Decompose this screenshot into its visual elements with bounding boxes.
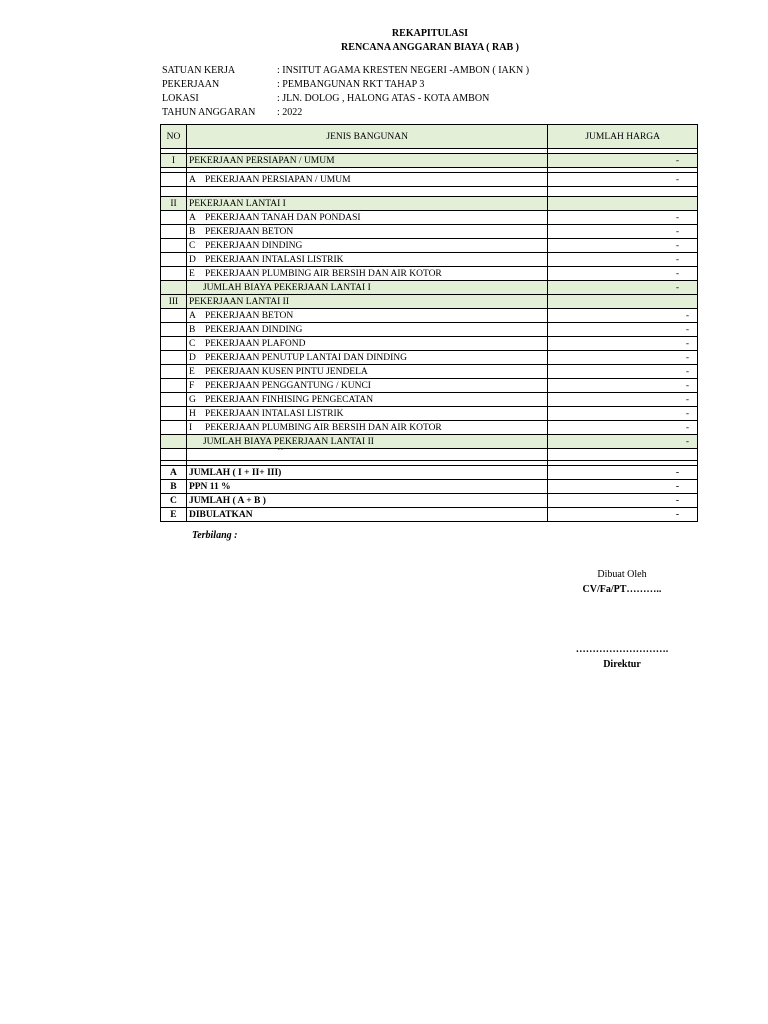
table-row: I PEKERJAAN PLUMBING AIR BERSIH DAN AIR KOTOR -	[161, 421, 698, 435]
meta-pekerjaan: PEKERJAAN : PEMBANGUNAN RKT TAHAP 3	[162, 79, 425, 90]
doc-subtitle: RENCANA ANGGARAN BIAYA ( RAB )	[341, 42, 519, 53]
doc-title: REKAPITULASI	[391, 28, 469, 39]
header-jenis-bangunan: JENIS BANGUNAN	[186, 125, 547, 149]
rab-table-wrapper	[160, 124, 698, 522]
table-row: C PEKERJAAN DINDING -	[161, 239, 698, 253]
header-jumlah-harga: JUMLAH HARGA	[548, 125, 698, 149]
table-row: A PEKERJAAN BETON -	[161, 309, 698, 323]
table-row: A PEKERJAAN TANAH DAN PONDASI -	[161, 211, 698, 225]
meta-block	[162, 64, 529, 120]
terbilang-label: Terbilang :	[192, 530, 238, 541]
spacer-row	[161, 187, 698, 197]
table-row: B PEKERJAAN DINDING -	[161, 323, 698, 337]
direktur-label: Direktur	[603, 659, 641, 670]
table-row: F PEKERJAAN PENGGANTUNG / KUNCI -	[161, 379, 698, 393]
company-placeholder: CV/Fa/PT………..	[582, 584, 662, 595]
signature-line: ……………………….	[575, 644, 669, 655]
table-row: E PEKERJAAN PLUMBING AIR BERSIH DAN AIR KOTOR -	[161, 267, 698, 281]
table-row: D PEKERJAAN PENUTUP LANTAI DAN DINDING -	[161, 351, 698, 365]
meta-satuan-kerja: SATUAN KERJA : INSITUT AGAMA KRESTEN NEGERI -AMBON ( IAKN )	[162, 65, 530, 76]
section-row-3: III PEKERJAAN LANTAI II	[161, 295, 698, 309]
summary-row-a: A JUMLAH ( I + II+ III) -	[161, 466, 698, 480]
table-row: D PEKERJAAN INTALASI LISTRIK -	[161, 253, 698, 267]
table-row: E PEKERJAAN KUSEN PINTU JENDELA -	[161, 365, 698, 379]
table-row: C PEKERJAAN PLAFOND -	[161, 337, 698, 351]
summary-row-e: E DIBULATKAN -	[161, 508, 698, 522]
header-no: NO	[161, 125, 187, 149]
table-row: G PEKERJAAN FINHISING PENGECATAN -	[161, 393, 698, 407]
meta-lokasi: LOKASI : JLN. DOLOG , HALONG ATAS - KOTA AMBON	[162, 93, 490, 104]
subtotal-row-lantai-2: JUMLAH BIAYA PEKERJAAN LANTAI II -	[161, 435, 698, 449]
summary-row-b: B PPN 11 % -	[161, 480, 698, 494]
section-row-1: I PEKERJAAN PERSIAPAN / UMUM -	[161, 154, 698, 168]
meta-tahun-anggaran: TAHUN ANGGARAN : 2022	[162, 107, 303, 118]
section-row-2: II PEKERJAAN LANTAI I	[161, 197, 698, 211]
spacer-row: ``	[161, 449, 698, 461]
subtotal-row-lantai-1: JUMLAH BIAYA PEKERJAAN LANTAI I -	[161, 281, 698, 295]
table-row: B PEKERJAAN BETON -	[161, 225, 698, 239]
rab-table	[160, 124, 698, 522]
summary-row-c: C JUMLAH ( A + B ) -	[161, 494, 698, 508]
table-header-row	[161, 125, 698, 149]
table-row: H PEKERJAAN INTALASI LISTRIK -	[161, 407, 698, 421]
table-row: A PEKERJAAN PERSIAPAN / UMUM -	[161, 173, 698, 187]
dibuat-oleh-label: Dibuat Oleh	[597, 569, 647, 580]
